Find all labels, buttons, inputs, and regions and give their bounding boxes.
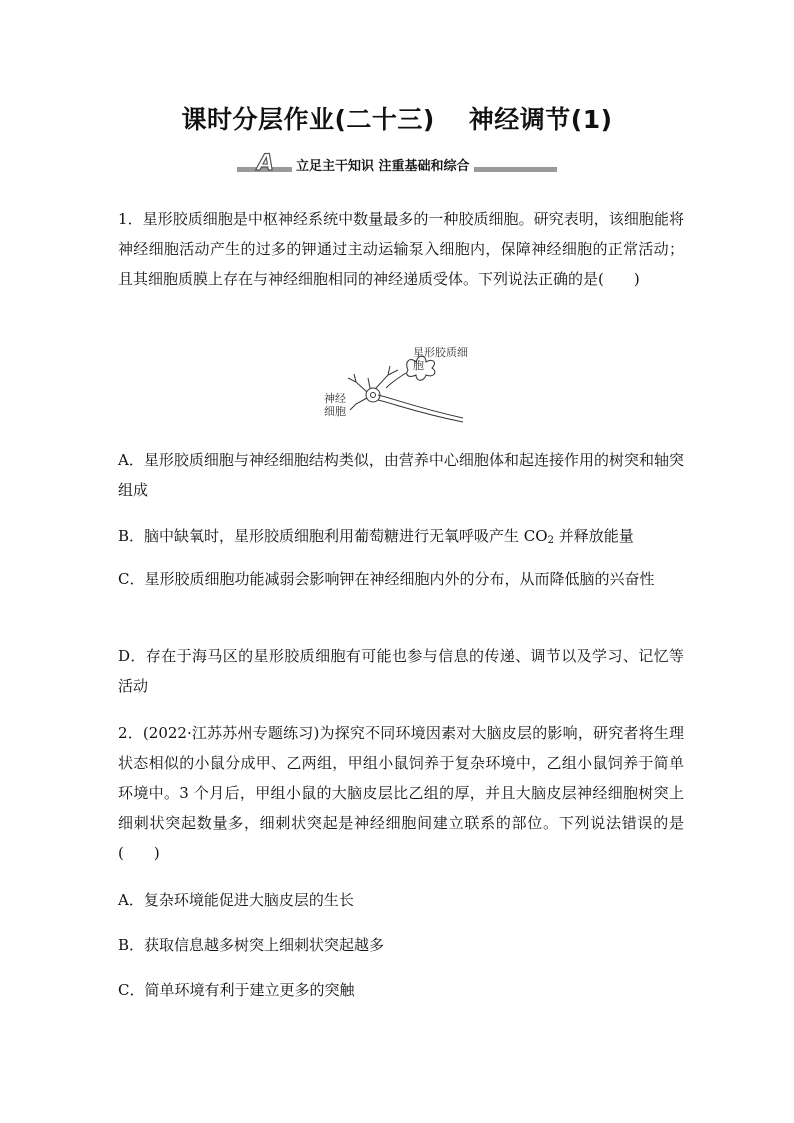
question-2-option-c: C．简单环境有利于建立更多的突触 <box>118 981 355 999</box>
question-1-option-a: A．星形胶质细胞与神经细胞结构类似，由营养中心细胞体和起连接作用的树突和轴突组成 <box>118 451 684 499</box>
option-b-text-end: 并释放能量 <box>553 527 634 545</box>
banner-letter-icon: A <box>257 151 275 176</box>
label-neuron-line2: 细胞 <box>324 405 346 418</box>
question-1-stem: 1．星形胶质细胞是中枢神经系统中数量最多的一种胶质细胞。研究表明，该细胞能将神经细胞活动产生的过多的钾通过主动运输泵入细胞内，保障神经细胞的正常活动；且其细胞质膜上存在与神经细胞相同的神经递质受体。下列说法正确的是( ) <box>118 210 684 288</box>
question-2-option-a: A．复杂环境能促进大脑皮层的生长 <box>118 891 354 909</box>
title-part-b: 神经调节(1) <box>468 105 613 134</box>
question-1-option-d: D．存在于海马区的星形胶质细胞有可能也参与信息的传递、调节以及学习、记忆等活动 <box>118 647 684 695</box>
label-astrocyte: 星形胶质细胞 <box>413 346 468 372</box>
neuron-figure <box>318 340 478 425</box>
page-title <box>0 100 794 136</box>
label-neuron-line1: 神经 <box>324 392 346 405</box>
option-b-text: B．脑中缺氧时，星形胶质细胞利用葡萄糖进行无氧呼吸产生 CO <box>118 527 548 545</box>
question-1-option-c: C．星形胶质细胞功能减弱会影响钾在神经细胞内外的分布，从而降低脑的兴奋性 <box>118 570 655 588</box>
question-2-option-b: B．获取信息越多树突上细刺状突起越多 <box>118 936 385 954</box>
banner-text: 立足主干知识 注重基础和综合 <box>292 155 474 174</box>
section-banner <box>237 153 557 177</box>
option-b-subscript: 2 <box>547 535 554 546</box>
question-1-option-b <box>118 521 684 556</box>
question-2-stem: 2．(2022·江苏苏州专题练习)为探究不同环境因素对大脑皮层的影响，研究者将生理状态相似的小鼠分成甲、乙两组，甲组小鼠饲养于复杂环境中，乙组小鼠饲养于简单环境中。3 个月后，甲组小鼠的大脑皮层比乙组的厚，并且大脑皮层神经细胞树突上细刺状突起数量多，细刺状突起是神经细胞间建立联系的部位。下列说法错误的是( ) <box>118 724 684 862</box>
title-part-a: 课时分层作业(二十三) <box>181 105 435 134</box>
